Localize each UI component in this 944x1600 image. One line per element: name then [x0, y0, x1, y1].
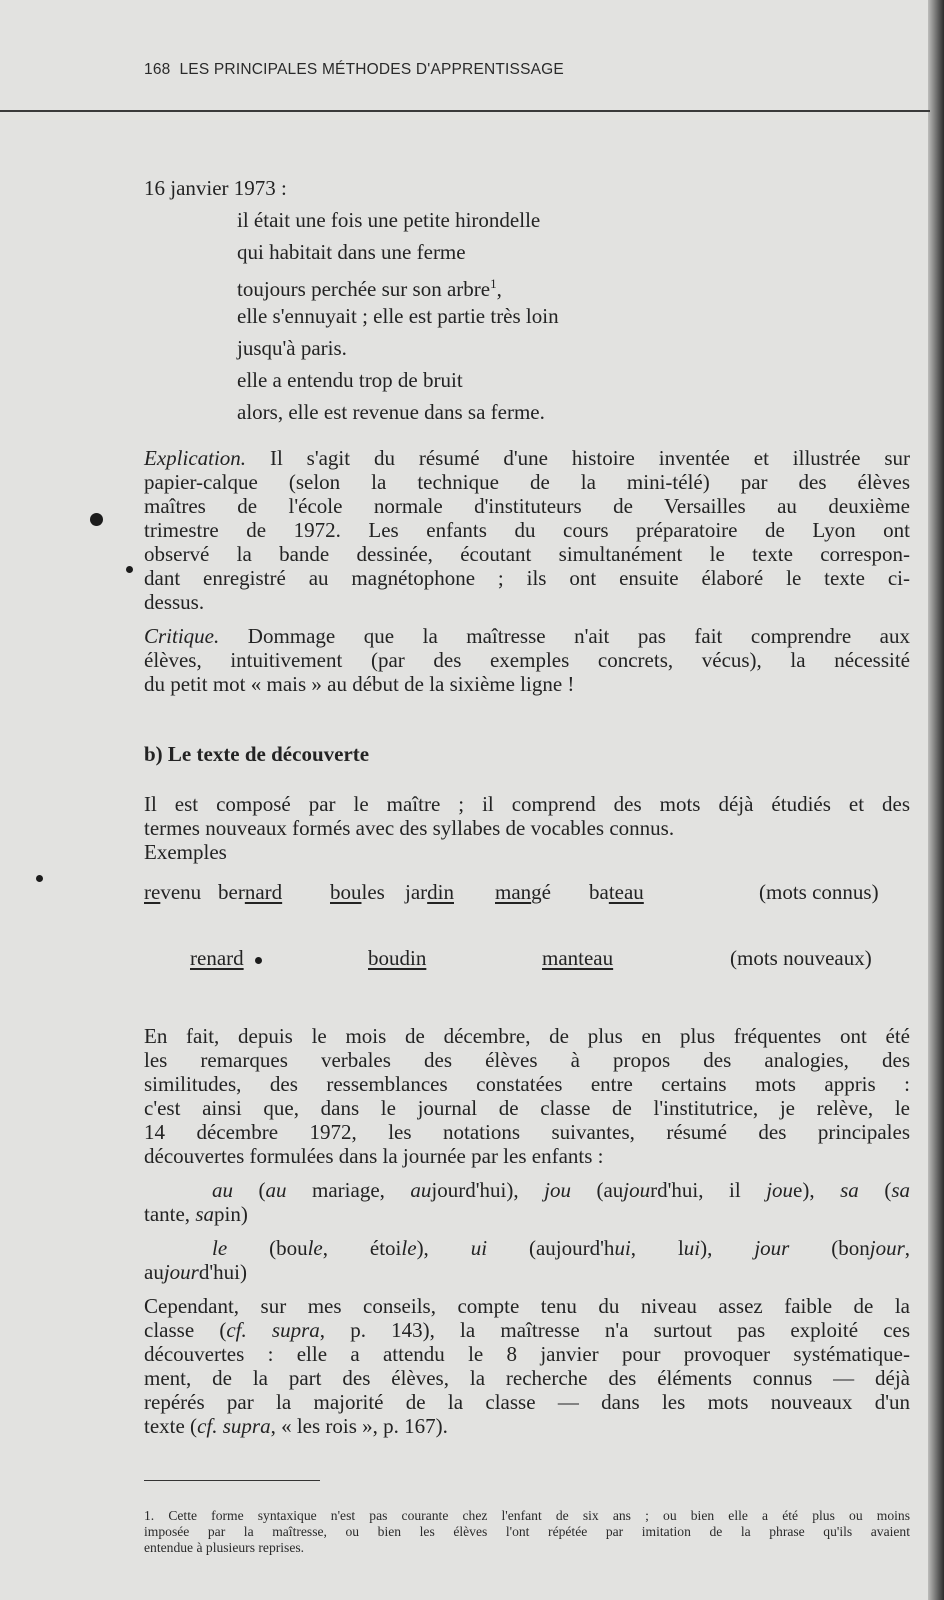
example-known-note: (mots connus): [759, 880, 879, 904]
examples-label: Exemples: [144, 840, 227, 864]
paragraph-line: découvertes : elle a attendu le 8 janvier pour provoquer systématique-: [144, 1342, 910, 1366]
example-new-word: manteau: [542, 946, 614, 970]
explication-line: maîtres de l'école normale d'instituteurs de Versailles au deuxième: [144, 494, 910, 518]
paragraph-line: les remarques verbales des élèves à propos des analogies, des: [144, 1048, 910, 1072]
ink-spot: [126, 566, 133, 573]
poem-line: elle s'ennuyait ; elle est partie très loin: [237, 304, 559, 328]
running-header: [144, 61, 564, 79]
paragraph-line: ment, de la part des élèves, la recherche des éléments connus — déjà: [144, 1366, 910, 1390]
footnote-line: 1. Cette forme syntaxique n'est pas courante chez l'enfant de six ans ; ou bien elle a été plus ou moins: [144, 1508, 910, 1523]
poem-line: elle a entendu trop de bruit: [237, 368, 463, 392]
paragraph-line: classe (cf. supra, p. 143), la maîtresse n'a surtout pas exploité ces: [144, 1318, 911, 1342]
poem-line: jusqu'à paris.: [237, 336, 347, 360]
finding-line: aujourd'hui): [144, 1260, 247, 1284]
footnote-line: entendue à plusieurs reprises.: [144, 1540, 305, 1555]
paragraph-line: En fait, depuis le mois de décembre, de plus en plus fréquentes ont été: [144, 1024, 910, 1048]
example-known-word: bateau: [589, 880, 644, 904]
poem-line: qui habitait dans une ferme: [237, 240, 466, 264]
explication-line: dant enregistré au magnétophone ; ils ont ensuite élaboré le texte ci-: [144, 566, 910, 590]
explication-line: trimestre de 1972. Les enfants du cours préparatoire de Lyon ont: [144, 518, 910, 542]
paragraph-line: similitudes, des ressemblances constatées entre certains mots appris :: [144, 1072, 910, 1096]
example-new-word: renard: [190, 946, 244, 970]
page-number: 168: [144, 61, 171, 78]
ink-spot: [255, 957, 262, 964]
finding-line: le (boule, étoile), ui (aujourd'hui, lui), jour (bonjour,: [212, 1236, 911, 1260]
ink-spot: [90, 513, 103, 526]
explication-label: Explication.: [144, 446, 247, 470]
finding-line: au (au mariage, aujourd'hui), jou (aujourd'hui, il joue), sa (sa: [212, 1178, 911, 1202]
section-line: Il est composé par le maître ; il comprend des mots déjà étudiés et des: [144, 792, 910, 816]
ink-spot: [36, 875, 43, 882]
entry-date: 16 janvier 1973 :: [144, 176, 287, 200]
paragraph-line: 14 décembre 1972, les notations suivantes, résumé des principales: [144, 1120, 910, 1144]
footnote-marker: 1: [490, 276, 497, 291]
header-rule: [0, 110, 930, 112]
paragraph-line: c'est ainsi que, dans le journal de classe de l'institutrice, je relève, le: [144, 1096, 910, 1120]
poem-line: toujours perchée sur son arbre$^1$,: [237, 276, 502, 301]
critique-line: du petit mot « mais » au début de la sixième ligne !: [144, 672, 575, 696]
example-known-word: boules: [330, 880, 385, 904]
paragraph-line: repérés par la majorité de la classe — dans les mots nouveaux d'un: [144, 1390, 910, 1414]
explication-line: Explication. Il s'agit du résumé d'une histoire inventée et illustrée sur: [144, 446, 910, 470]
page-edge-shadow: [928, 0, 944, 1600]
paragraph-line: Cependant, sur mes conseils, compte tenu du niveau assez faible de la: [144, 1294, 910, 1318]
example-new-word: boudin: [368, 946, 427, 970]
paragraph-line: découvertes formulées dans la journée par les enfants :: [144, 1144, 604, 1168]
section-line: termes nouveaux formés avec des syllabes de vocables connus.: [144, 816, 675, 840]
running-title: LES PRINCIPALES MÉTHODES D'APPRENTISSAGE: [179, 61, 564, 78]
example-known-word: revenu: [144, 880, 202, 904]
section-heading: b) Le texte de découverte: [144, 742, 370, 766]
example-known-word: jardin: [405, 880, 454, 904]
example-known-word: bernard: [218, 880, 283, 904]
poem-line: il était une fois une petite hirondelle: [237, 208, 541, 232]
finding-line: tante, sapin): [144, 1202, 248, 1226]
example-new-note: (mots nouveaux): [730, 946, 872, 970]
critique-line: Critique. Dommage que la maîtresse n'ait pas fait comprendre aux: [144, 624, 910, 648]
footnote-rule: [144, 1480, 320, 1481]
explication-line: dessus.: [144, 590, 205, 614]
critique-label: Critique.: [144, 624, 220, 648]
footnote-line: imposée par la maîtresse, ou bien les élèves l'ont répétée par imitation de la phrase qu'ils avaient: [144, 1524, 910, 1539]
paragraph-line: texte (cf. supra, « les rois », p. 167).: [144, 1414, 448, 1438]
critique-line: élèves, intuitivement (par des exemples concrets, vécus), la nécessité: [144, 648, 910, 672]
explication-line: observé la bande dessinée, écoutant simultanément le texte correspon-: [144, 542, 910, 566]
explication-line: papier-calque (selon la technique de la mini-télé) par des élèves: [144, 470, 910, 494]
poem-line: alors, elle est revenue dans sa ferme.: [237, 400, 545, 424]
example-known-word: mangé: [495, 880, 551, 904]
